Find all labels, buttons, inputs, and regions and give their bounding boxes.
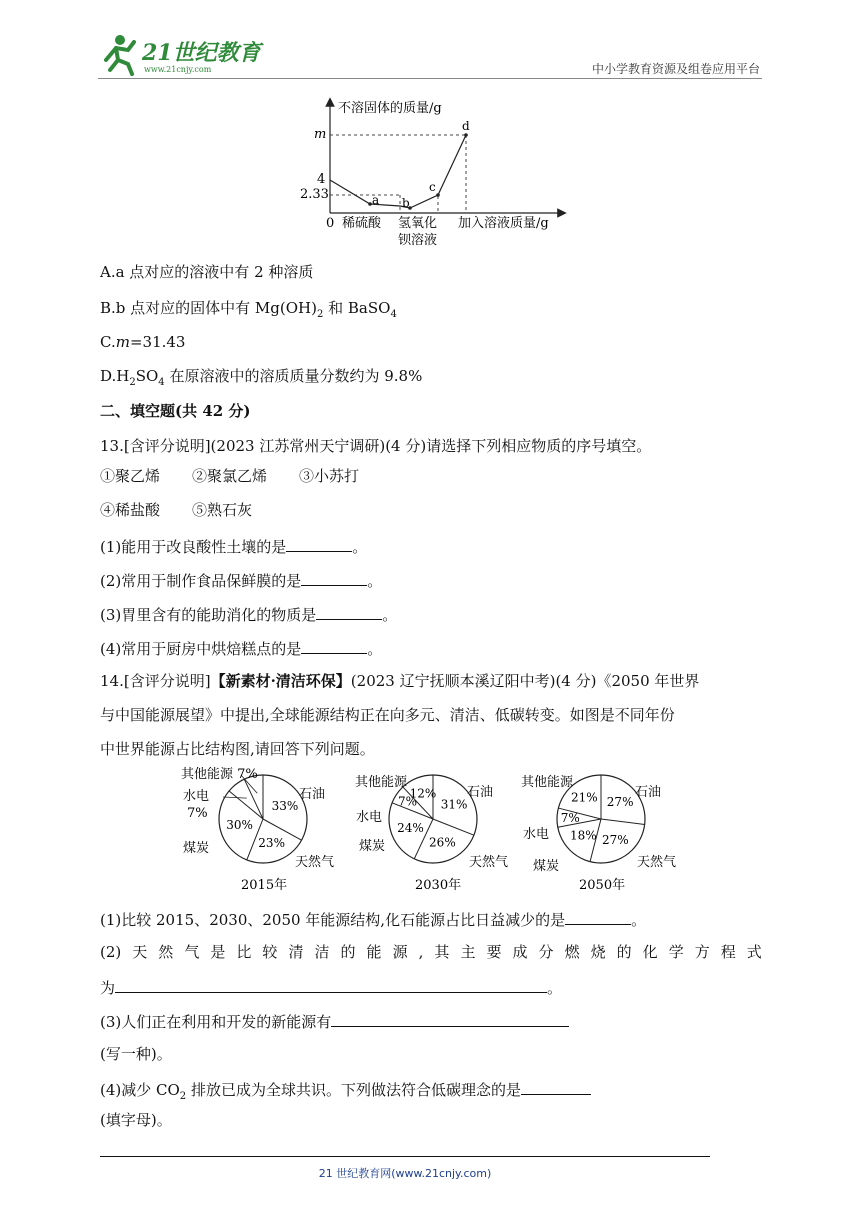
q14-part2-char: 洁 <box>314 943 330 961</box>
label-d: d <box>462 119 470 133</box>
q14-part2-char: 比 <box>236 943 252 961</box>
y-tick-4: 4 <box>317 172 326 187</box>
pie2050-title: 2050年 <box>579 878 626 893</box>
footer-divider <box>100 1156 710 1157</box>
platform-name: 中小学教育资源及组卷应用平台 <box>591 62 760 76</box>
pie-slice-label: 31% <box>440 797 468 812</box>
q14-stem-line3: 中世界能源占比结构图,请回答下列问题。 <box>100 740 375 758</box>
q14-part2-char: 学 <box>668 943 684 961</box>
q14-part2-char: 成 <box>512 943 528 961</box>
q13-part2: (2)常用于制作食品保鲜膜的是 。 <box>100 569 382 591</box>
q14-part2-char: 其 <box>434 943 450 961</box>
q14-stem-line2: 与中国能源展望》中提出,全球能源结构正在向多元、清洁、低碳转变。如图是不同年份 <box>100 706 675 724</box>
option-a: A.a 点对应的溶液中有 2 种溶质 <box>100 263 314 281</box>
pie-slice-label: 30% <box>226 818 253 833</box>
label-b: b <box>402 196 410 210</box>
q14-part4: (4)减少 $CO_2$ 排放已成为全球共识。下列做法符合低碳理念的是 <box>100 1078 591 1107</box>
option-d: $D.H_2SO_4$ 在原溶液中的溶质质量分数约为 9.8% <box>100 367 423 388</box>
q14-part2-char: 气 <box>184 943 200 961</box>
q13-part1: (1)能用于改良酸性土壤的是 。 <box>100 535 367 557</box>
q14-part2-line2: 为 。 <box>100 976 562 998</box>
q14-part2-char: 是 <box>210 943 226 961</box>
pie-slice-label: 7% <box>398 794 418 809</box>
q14-part2-char: , <box>418 943 424 961</box>
x-seg2-label-line1: 氢氧化 <box>398 216 438 231</box>
y-axis-label: 不溶固体的质量/g <box>338 101 442 116</box>
q13-part3: (3)胃里含有的能助消化的物质是 。 <box>100 603 397 625</box>
q14-part3-line2: (写一种)。 <box>100 1045 172 1063</box>
q14-part2-char: 主 <box>460 943 476 961</box>
logo-text: 21世纪教育 <box>142 40 261 66</box>
q14-part2-char: 较 <box>262 943 278 961</box>
q14-part2-char: 然 <box>158 943 174 961</box>
q14-part2-char: 分 <box>538 943 554 961</box>
q14-part2-char: 的 <box>616 943 632 961</box>
y-tick-m: m <box>314 127 327 142</box>
pie-slice-label: 7% <box>560 811 580 826</box>
q14-part2-char: 要 <box>486 943 502 961</box>
q14-part2-char: 化 <box>642 943 658 961</box>
pie2050-label-coal: 煤炭 <box>533 859 560 874</box>
y-tick-233: 2.33 <box>300 187 329 202</box>
pie2030-label-gas: 天然气 <box>469 855 509 870</box>
q14-part2-char: 源 <box>392 943 408 961</box>
site-logo <box>98 30 268 78</box>
q14-part3: (3)人们正在利用和开发的新能源有 <box>100 1010 569 1032</box>
q14-part2-char: 程 <box>720 943 736 961</box>
energy-pie-charts <box>175 762 695 898</box>
pie2030-label-coal: 煤炭 <box>359 839 386 854</box>
label-a: a <box>372 193 380 207</box>
pie-slice-label: 26% <box>429 835 456 850</box>
pie2050-label-hydro: 水电 <box>523 827 550 842</box>
q14-part2-char: 方 <box>694 943 710 961</box>
pie-slice-label: 27% <box>602 833 629 848</box>
pie2030-label-oil: 石油 <box>467 785 494 800</box>
header-divider <box>98 78 762 79</box>
pie-slice-label: 33% <box>271 799 299 814</box>
origin-label: 0 <box>326 216 335 231</box>
q14-stem-line1: 14.[含评分说明]【新素材·清洁环保】(2023 辽宁抚顺本溪辽阳中考)(4 分)《2050 年世界 <box>100 672 700 690</box>
answer-blank[interactable] <box>301 637 367 654</box>
pie2050-label-other: 其他能源 <box>521 775 574 790</box>
q14-part2-char: (2) <box>100 943 122 961</box>
q14-part2-char: 燃 <box>564 943 580 961</box>
x-axis-label: 加入溶液质量/g <box>458 216 549 231</box>
answer-blank[interactable] <box>301 569 367 586</box>
answer-blank[interactable] <box>316 603 382 620</box>
q14-part2-char: 清 <box>288 943 304 961</box>
logo-url: www.21cnjy.com <box>144 65 212 74</box>
pie-slice-label: 18% <box>570 828 597 843</box>
pie2030-label-other: 其他能源 <box>355 775 408 790</box>
pie2015-label-other: 其他能源 7% <box>181 767 258 782</box>
q13-stem: 13.[含评分说明](2023 江苏常州天宁调研)(4 分)请选择下列相应物质的序号填空。 <box>100 437 652 455</box>
label-c: c <box>429 180 436 194</box>
pie2030-label-hydro: 水电 <box>356 810 383 825</box>
pie-slice-label: 27% <box>606 795 634 810</box>
point-d <box>464 133 468 137</box>
q14-part4-line2: (填字母)。 <box>100 1111 172 1129</box>
pie-slice-label: 21% <box>570 790 598 805</box>
pie2050-label-oil: 石油 <box>635 785 662 800</box>
q13-options-row1: ①聚乙烯 ②聚氯乙烯 ③小苏打 <box>100 467 360 485</box>
pie-slice-label: 24% <box>397 820 424 835</box>
x-seg1-label: 稀硫酸 <box>342 216 382 231</box>
point-c <box>436 193 440 197</box>
x-seg2-label-line2: 钡溶液 <box>398 233 438 248</box>
footer-text: 21 世纪教育网(www.21cnjy.com) <box>318 1167 492 1180</box>
pie2015-label-coal: 煤炭 <box>183 841 210 856</box>
q14-part1: (1)比较 2015、2030、2050 年能源结构,化石能源占比日益减少的是 。 <box>100 908 646 930</box>
q14-part2-char: 的 <box>340 943 356 961</box>
pie2050-label-gas: 天然气 <box>637 855 677 870</box>
option-b: B.b 点对应的固体中有 $Mg(OH)_2$ 和 BaSO$_4$ <box>100 299 397 320</box>
q14-part2-char: 能 <box>366 943 382 961</box>
pie-slice-label: 23% <box>258 836 285 851</box>
section-title: 二、填空题(共 42 分) <box>100 402 251 420</box>
answer-blank[interactable] <box>115 976 547 993</box>
q13-options-row2: ④稀盐酸 ⑤熟石灰 <box>100 501 253 519</box>
q13-part4: (4)常用于厨房中烘焙糕点的是 。 <box>100 637 382 659</box>
pie2015-label-oil: 石油 <box>299 787 326 802</box>
answer-blank[interactable] <box>286 535 352 552</box>
q14-part2 <box>100 942 762 962</box>
answer-blank[interactable] <box>331 1010 569 1027</box>
pie2030-title: 2030年 <box>415 878 462 893</box>
solid-mass-graph <box>300 96 570 254</box>
q14-part2-char: 天 <box>132 943 148 961</box>
pie2015-label-gas: 天然气 <box>295 855 335 870</box>
pie2015-label-hydro-pct: 7% <box>187 806 208 821</box>
pie2015-title: 2015年 <box>241 878 288 893</box>
answer-blank[interactable] <box>565 908 631 925</box>
pie-slice-label: 12% <box>409 786 437 801</box>
answer-blank[interactable] <box>521 1078 591 1095</box>
q14-part2-char: 烧 <box>590 943 606 961</box>
mass-curve <box>330 135 466 208</box>
q14-part2-char: 式 <box>746 943 762 961</box>
pie2015-label-hydro: 水电 <box>183 789 210 804</box>
runner-logo-icon <box>106 35 134 74</box>
option-c: C.m=31.43 <box>100 333 186 351</box>
